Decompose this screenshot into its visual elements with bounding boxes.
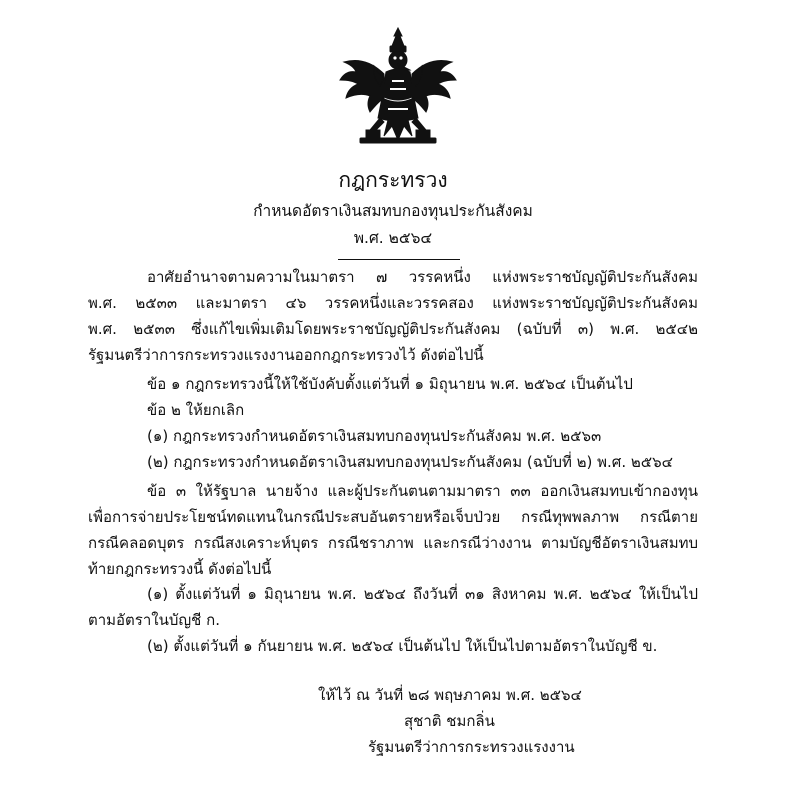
document-year: พ.ศ. ๒๕๖๔	[353, 229, 433, 247]
clause-2-item: (๑) กฎกระทรวงกำหนดอัตราเงินสมทบกองทุนประกันสังคม พ.ศ. ๒๕๖๓	[147, 427, 602, 445]
preamble-line: รัฐมนตรีว่าการกระทรวงแรงงานออกกฎกระทรวงไว้ ดังต่อไปนี้	[88, 346, 484, 364]
clause-3-line: ข้อ ๓ ให้รัฐบาล นายจ้าง และผู้ประกันตนตามมาตรา ๓๓ ออกเงินสมทบเข้ากองทุน	[147, 482, 698, 500]
clause-3-item-1-cont: ตามอัตราในบัญชี ก.	[88, 611, 220, 629]
clause-3-line: เพื่อการจ่ายประโยชน์ทดแทนในกรณีประสบอันตรายหรือเจ็บป่วย กรณีทุพพลภาพ กรณีตาย	[88, 508, 698, 526]
clause-3-item-2: (๒) ตั้งแต่วันที่ ๑ กันยายน พ.ศ. ๒๕๖๔ เป็นต้นไป ให้เป็นไปตามอัตราในบัญชี ข.	[147, 637, 658, 655]
title-divider	[338, 259, 460, 260]
signatory-position: รัฐมนตรีว่าการกระทรวงแรงงาน	[368, 738, 575, 756]
preamble-line: พ.ศ. ๒๕๓๓ และมาตรา ๔๖ วรรคหนึ่งและวรรคสอง แห่งพระราชบัญญัติประกันสังคม	[88, 294, 698, 312]
garuda-emblem-icon	[336, 26, 460, 148]
preamble-line: อาศัยอำนาจตามความในมาตรา ๗ วรรคหนึ่ง แห่งพระราชบัญญัติประกันสังคม	[147, 268, 698, 286]
clause-2-heading: ข้อ ๒ ให้ยกเลิก	[147, 401, 245, 419]
clause-3-line: กรณีคลอดบุตร กรณีสงเคราะห์บุตร กรณีชราภาพ และกรณีว่างงาน ตามบัญชีอัตราเงินสมทบ	[88, 534, 698, 552]
clause-2-item: (๒) กฎกระทรวงกำหนดอัตราเงินสมทบกองทุนประกันสังคม (ฉบับที่ ๒) พ.ศ. ๒๕๖๔	[147, 453, 673, 471]
signing-date: ให้ไว้ ณ วันที่ ๒๘ พฤษภาคม พ.ศ. ๒๕๖๔	[318, 686, 582, 704]
document-subtitle: กำหนดอัตราเงินสมทบกองทุนประกันสังคม	[253, 202, 533, 220]
signatory-name: สุชาติ ชมกลิ่น	[404, 712, 495, 730]
clause-3-item-1: (๑) ตั้งแต่วันที่ ๑ มิถุนายน พ.ศ. ๒๕๖๔ ถึงวันที่ ๓๑ สิงหาคม พ.ศ. ๒๕๖๔ ให้เป็นไป	[147, 585, 698, 603]
document-title: กฎกระทรวง	[338, 168, 448, 192]
preamble-line: พ.ศ. ๒๕๓๓ ซึ่งแก้ไขเพิ่มเติมโดยพระราชบัญญัติประกันสังคม (ฉบับที่ ๓) พ.ศ. ๒๕๔๒	[88, 320, 698, 338]
clause-1: ข้อ ๑ กฎกระทรวงนี้ให้ใช้บังคับตั้งแต่วันที่ ๑ มิถุนายน พ.ศ. ๒๕๖๔ เป็นต้นไป	[147, 375, 633, 393]
clause-3-line: ท้ายกฎกระทรวงนี้ ดังต่อไปนี้	[88, 560, 272, 578]
